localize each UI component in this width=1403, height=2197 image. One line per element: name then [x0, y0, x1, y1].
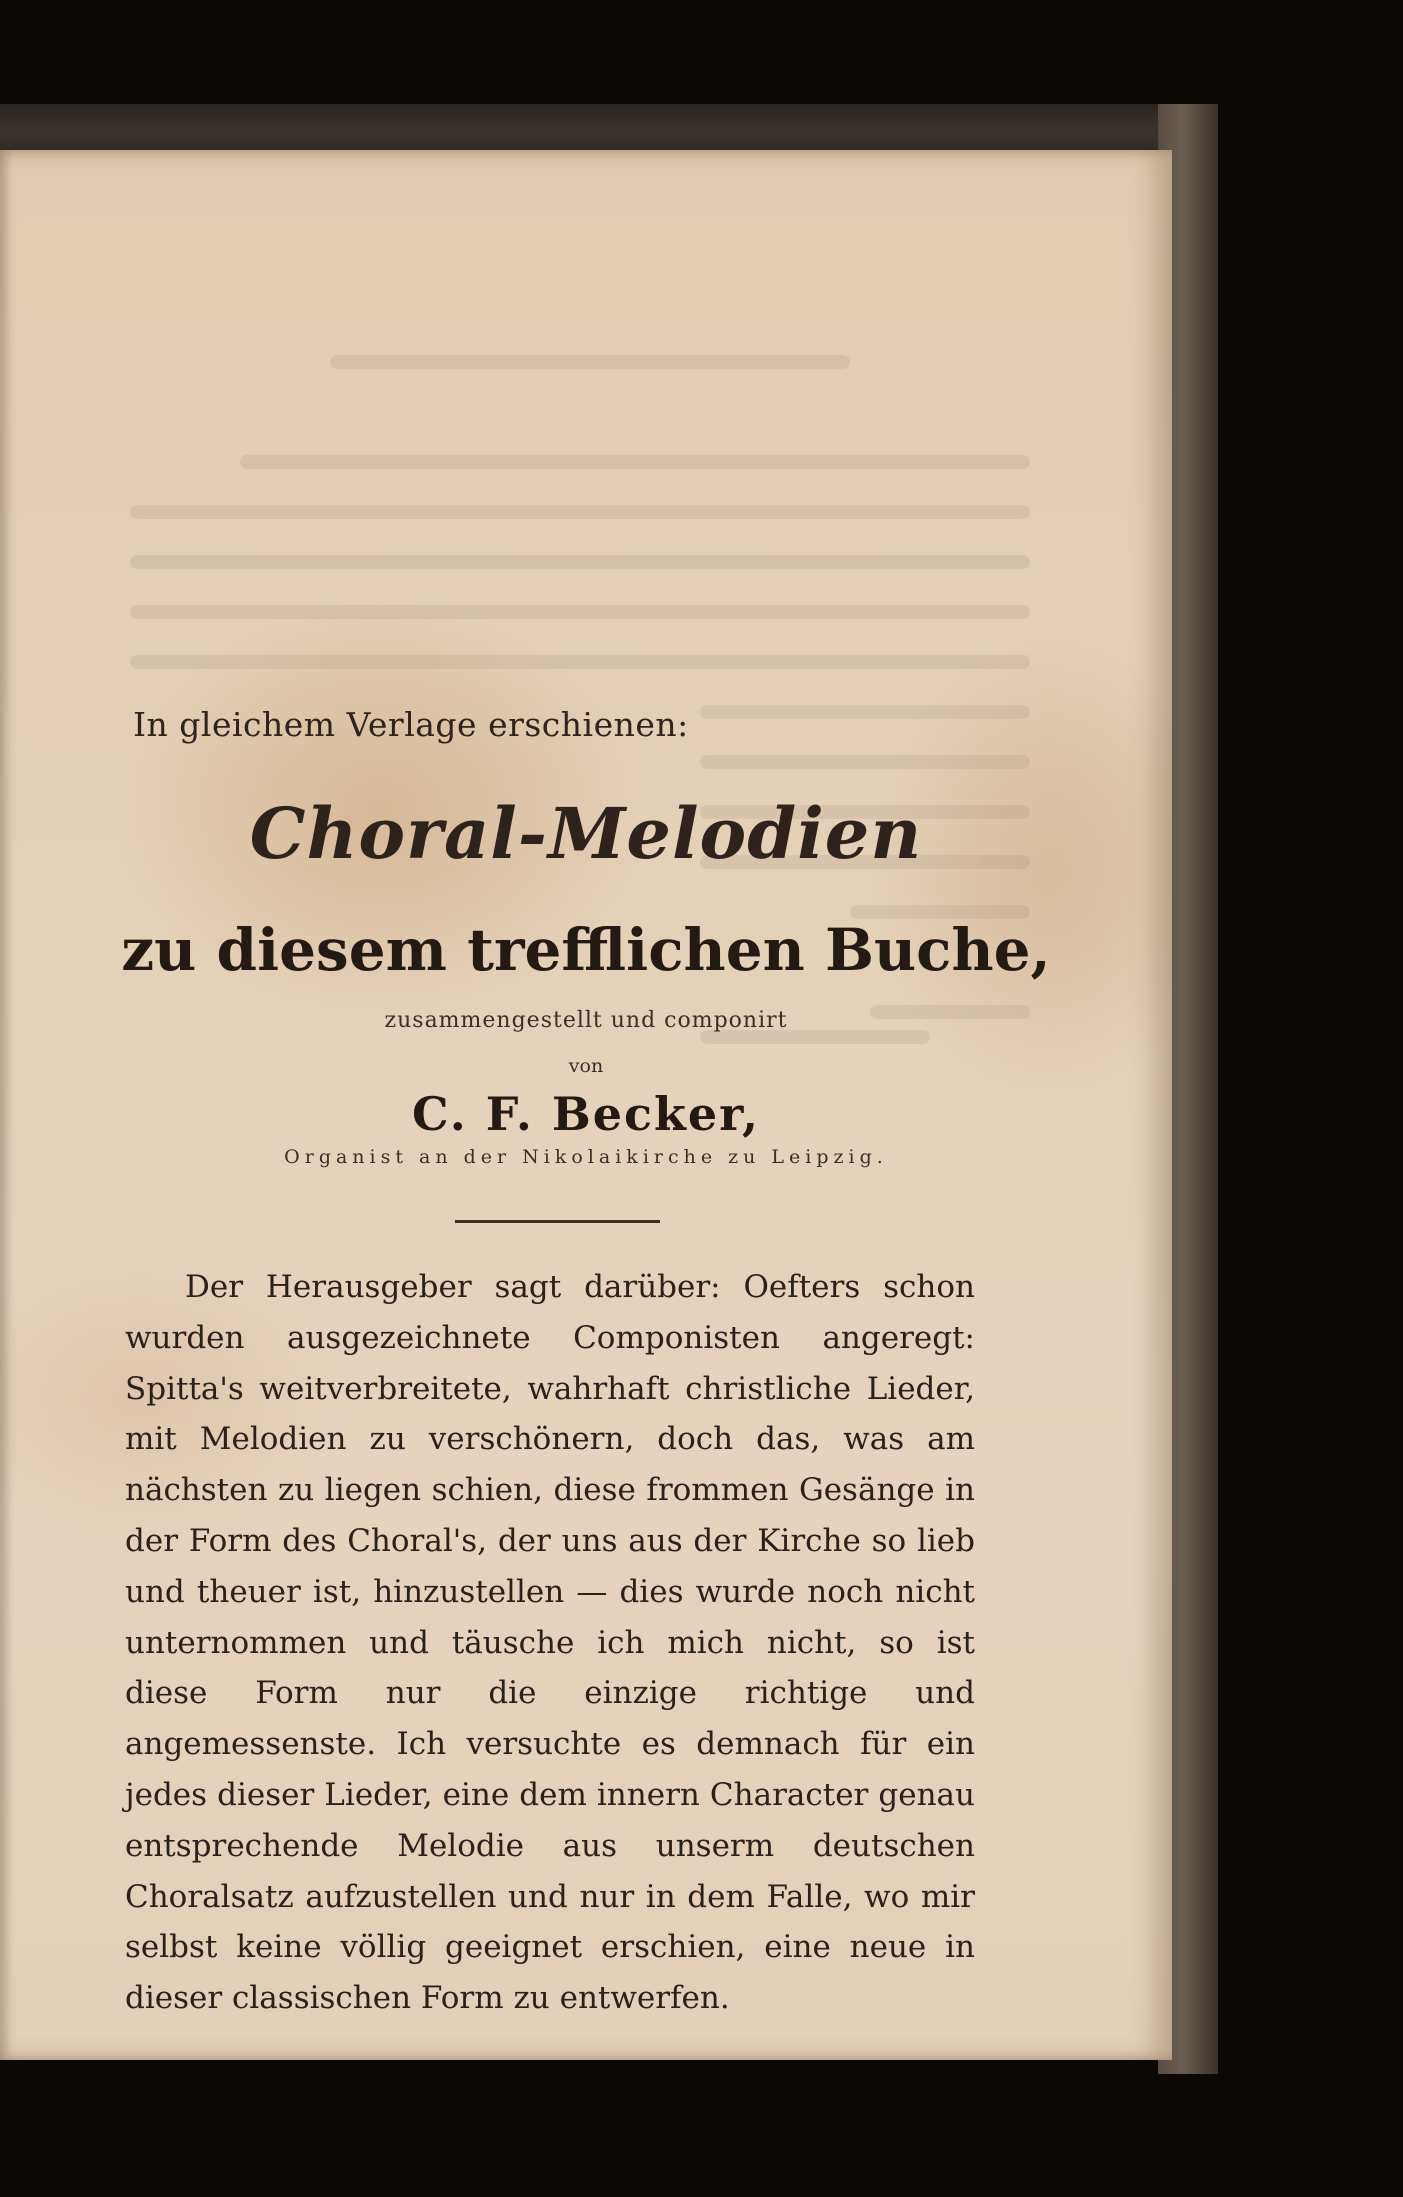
author-name: C. F. Becker, — [411, 1087, 761, 1141]
author-position: Organist an der Nikolaikirche zu Leipzig. — [284, 1146, 888, 1168]
book-page — [0, 150, 1172, 2060]
divider-rule — [455, 1220, 660, 1223]
compiled-line: zusammengestellt und componirt — [384, 1008, 788, 1033]
announcement-line: In gleichem Verlage erschienen: — [133, 705, 689, 744]
book-title: Choral-Melodien — [249, 792, 923, 875]
by-line: von — [568, 1055, 604, 1077]
body-paragraph: Der Herausgeber sagt darüber: Oefters schon wurden ausgezeichnete Componisten angeregt: Spitta's weitverbreitete, wahrhaft christliche Lieder, mit Melodien zu verschönern, doch das, was am nächsten zu liegen schien, diese frommen Gesänge in der Form des Choral's, der uns aus der Kirche so lieb und theuer ist, hinzustellen — dies wurde noch nicht unternommen und täusche ich mich nicht, so ist diese Form nur die einzige richtige und angemessenste. Ich versuchte es demnach für ein jedes dieser Lieder, eine dem innern Character genau entsprechende Melodie aus unserm deutschen Choralsatz aufzustellen und nur in dem Falle, wo mir selbst keine völlig geeignet erschien, eine neue in dieser classischen Form zu entwerfen. — [125, 1269, 975, 2017]
book-subtitle: zu diesem trefflichen Buche, — [121, 916, 1051, 984]
